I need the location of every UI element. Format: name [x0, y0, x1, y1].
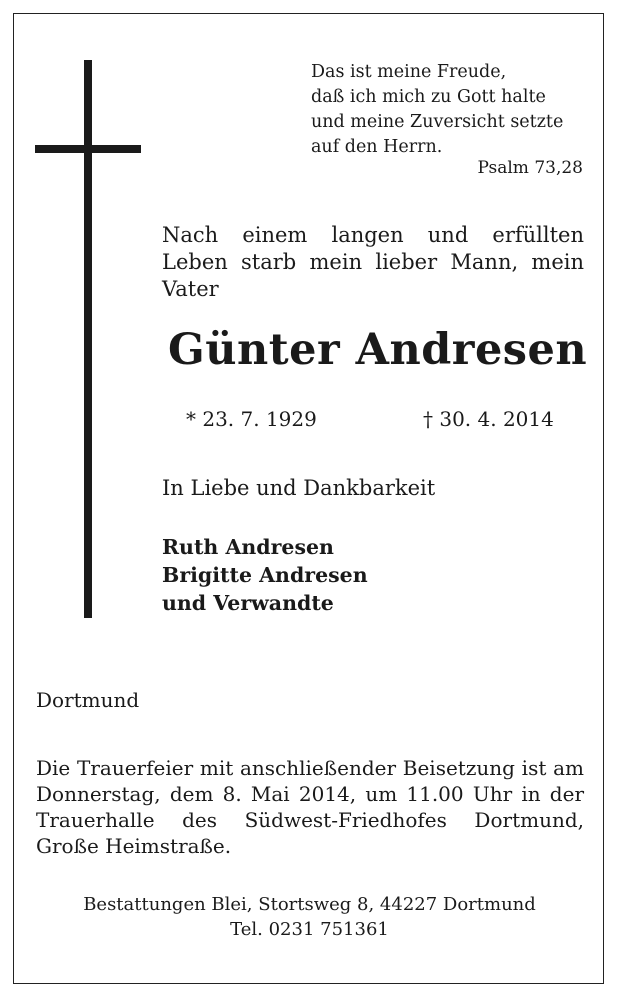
- psalm-line: daß ich mich zu Gott halte: [311, 87, 546, 107]
- psalm-line: und meine Zuversicht setzte: [311, 112, 564, 132]
- mourner: und Verwandte: [162, 591, 334, 615]
- undertaker-address: Bestattungen Blei, Stortsweg 8, 44227 Dortmund: [83, 894, 536, 915]
- dedication: In Liebe und Dankbarkeit: [162, 476, 436, 500]
- intro-text: Nach einem langen und erfüllten Leben starb mein lieber Mann, mein Vater: [162, 223, 584, 301]
- mourners-list: [162, 533, 368, 617]
- service-notice: Die Trauerfeier mit anschließender Beisetzung ist am Donnerstag, dem 8. Mai 2014, um 11.00 Uhr in der Trauerhalle des Südwest-Friedhofes Dortmund, Große Heimstraße.: [36, 756, 584, 858]
- cross-icon-crossbar: [35, 145, 141, 153]
- psalm-line: auf den Herrn.: [311, 137, 443, 157]
- mourner: Ruth Andresen: [162, 535, 334, 559]
- birth-date: * 23. 7. 1929: [186, 407, 317, 431]
- city: Dortmund: [36, 688, 140, 712]
- undertaker-phone: Tel. 0231 751361: [230, 919, 389, 940]
- mourner: Brigitte Andresen: [162, 563, 368, 587]
- cross-icon: [84, 60, 92, 618]
- death-date: † 30. 4. 2014: [423, 407, 554, 431]
- psalm-line: Das ist meine Freude,: [311, 62, 507, 82]
- undertaker-info: [0, 892, 619, 942]
- psalm-reference: Psalm 73,28: [477, 158, 583, 178]
- psalm-quote: [311, 60, 591, 160]
- deceased-name: Günter Andresen: [168, 325, 588, 375]
